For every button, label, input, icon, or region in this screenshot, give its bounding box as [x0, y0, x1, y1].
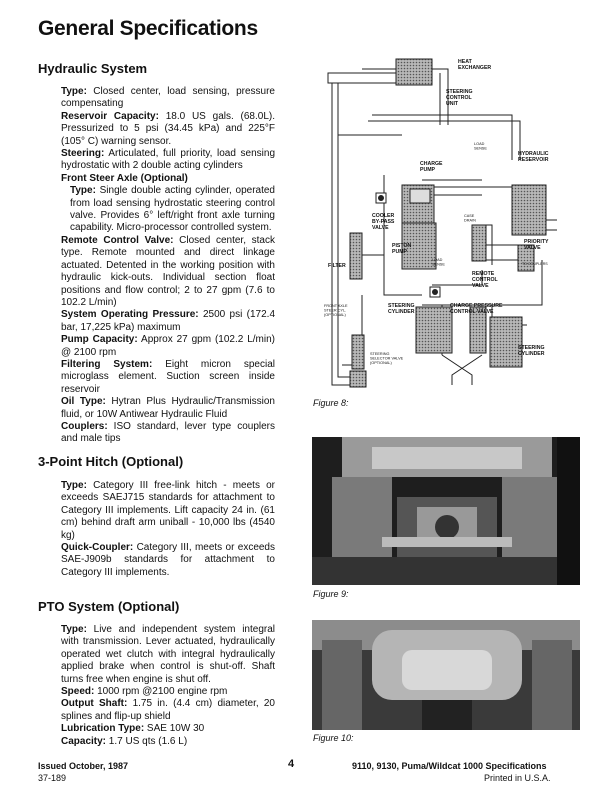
label-cooler: COOLER BY-PASS VALVE — [372, 213, 395, 231]
spec-label: Pump Capacity: — [61, 334, 138, 346]
spec-value: 18.0 US gals. (68.0L). Pressurized to 5 psi (34.45 kPa) and 225°F (105° C) warning sensor. — [61, 110, 275, 147]
label-steering-cylinder-1: STEERING CYLINDER — [388, 303, 415, 315]
hitch-spec-item — [61, 480, 275, 542]
spec-value: Category III free-link hitch - meets or exceeds SAEJ715 standards for attachment to Category III implements. Lift capacity 24 in. (61 cm) behind draft arm uniball - 10,000 lbs (4540 kg) — [61, 480, 275, 541]
pto-spec-list — [61, 624, 275, 748]
hydraulic-spec-item — [61, 185, 275, 235]
spec-label: Capacity: — [61, 735, 107, 747]
spec-label: Filtering System: — [61, 358, 153, 370]
pto-spec-item — [61, 624, 275, 686]
figure-10-caption: Figure 10: — [313, 733, 354, 743]
label-load-sense-1: LOAD SENSE — [474, 142, 487, 151]
hitch-heading: 3-Point Hitch (Optional) — [38, 454, 184, 469]
footer-issued: Issued October, 1987 — [38, 761, 129, 771]
figure-8-caption: Figure 8: — [313, 398, 349, 408]
hydraulic-spec-item — [61, 111, 275, 148]
hydraulic-spec-item — [61, 235, 275, 309]
spec-label: Quick-Coupler: — [61, 542, 134, 554]
spec-label: Speed: — [61, 686, 95, 698]
figure-10-photo — [312, 620, 580, 730]
spec-value: 2500 psi (172.4 bar, 17,225 kPa) maximum — [61, 309, 276, 333]
spec-value: Hytran Plus Hydraulic/Transmission fluid, or 10W Antiwear Hydraulic Fluid — [61, 396, 275, 420]
hydraulic-spec-item — [61, 334, 275, 359]
page-number: 4 — [288, 758, 295, 770]
spec-value: SAE 10W 30 — [144, 723, 205, 735]
pto-spec-item — [61, 736, 275, 748]
spec-value: Articulated, full priority, load sensing hydrostatic with 2 double acting cylinders — [61, 148, 275, 172]
spec-label: Steering: — [61, 148, 105, 160]
spec-label: Oil Type: — [61, 396, 106, 408]
hydraulic-spec-item — [61, 86, 275, 111]
label-remote-valve: REMOTE CONTROL VALVE — [472, 271, 498, 289]
label-priority-valve: PRIORITY VALVE — [524, 239, 549, 251]
label-steering-cylinder-2: STEERING CYLINDER — [518, 345, 545, 357]
hydraulic-spec-item — [61, 359, 275, 396]
footer-doc-title: 9110, 9130, Puma/Wildcat 1000 Specifications — [352, 761, 547, 771]
spec-label: Remote Control Valve: — [61, 234, 174, 246]
footer-code: 37-189 — [38, 773, 67, 783]
label-front-axle: FRONT AXLE STEER CYL. (OPTIONAL) — [324, 304, 348, 317]
spec-value: Single double acting cylinder, operated from load sensing hydrostatic steering control valve. Provides 6° left/right front axle turning capability. Micro-processor controlled system. — [70, 185, 275, 234]
label-charge-pump: CHARGE PUMP — [420, 161, 443, 173]
spec-label: Lubrication Type: — [61, 723, 145, 735]
spec-value: Approx 27 gpm (102.2 L/min) @ 2100 rpm — [61, 334, 275, 358]
label-heat-exchanger: HEAT EXCHANGER — [458, 59, 492, 71]
spec-label: Front Steer Axle (Optional) — [61, 172, 188, 184]
hitch-photo-drawing — [312, 437, 580, 585]
spec-value: Category III, meets or exceeds SAE-J909b standards for attachment to Category III implements. — [61, 542, 275, 578]
spec-label: Type: — [61, 86, 87, 97]
hydraulic-spec-item — [61, 309, 275, 334]
spec-value: 1.7 US qts (1.6 L) — [106, 735, 188, 747]
spec-label: System Operating Pressure: — [61, 309, 199, 321]
hydraulic-heading: Hydraulic System — [38, 61, 148, 76]
label-load-sense-2: LOAD SENSE — [432, 258, 445, 267]
spec-label: Couplers: — [61, 420, 108, 432]
spec-label: Output Shaft: — [61, 698, 128, 710]
label-steering-control: STEERING CONTROL UNIT — [446, 89, 473, 107]
pto-photo-drawing — [312, 620, 580, 730]
figure-9-photo — [312, 437, 580, 585]
spec-value: ISO standard, lever type couplers and male tips — [61, 420, 275, 445]
spec-label: Reservoir Capacity: — [61, 110, 159, 122]
spec-value: Closed center, stack type. Remote mounted and direct linkage actuated. Detented in the working position with hydraulic kick-outs. Individual section float positions and flow control; 2 to 27 gpm (7.6 to 102.2 L/min) — [61, 234, 275, 308]
spec-value: 1.75 in. (4.4 cm) diameter, 20 splines and flip-up shield — [61, 698, 275, 722]
spec-label: Type: — [70, 185, 96, 197]
hydraulic-spec-item — [61, 148, 275, 173]
page-title: General Specifications — [38, 17, 258, 40]
pto-spec-item — [61, 698, 275, 723]
figure-9-caption: Figure 9: — [313, 589, 349, 599]
hydraulic-spec-item — [61, 396, 275, 421]
label-selector-valve: STEERING SELECTOR VALVE (OPTIONAL) — [370, 352, 404, 365]
label-to-couplers: TO COUPLERS — [522, 262, 548, 266]
hydraulic-spec-item — [61, 421, 275, 446]
label-filter: FILTER — [328, 263, 346, 269]
spec-label: Type: — [61, 480, 87, 491]
hydraulic-spec-list — [61, 86, 275, 446]
spec-value: Closed center, load sensing, pressure compensating — [61, 86, 275, 110]
label-charge-pressure-valve: CHARGE PRESSURE CONTROL VALVE — [450, 303, 503, 315]
spec-value: Eight micron special microglass element. Suction screen inside reservoir — [61, 358, 275, 395]
footer-printed: Printed in U.S.A. — [484, 773, 551, 783]
pto-heading: PTO System (Optional) — [38, 599, 180, 614]
pto-spec-item — [61, 686, 275, 698]
spec-value: 1000 rpm @2100 engine rpm — [94, 686, 228, 698]
spec-value: Live and independent system integral with transmission. Lever actuated, hydraulically operated wet clutch with integral hydraulically applied brake when control is shut-off. Shaft turns free when engine is shut off. — [61, 624, 275, 685]
pto-spec-item — [61, 723, 275, 735]
hitch-spec-list — [61, 480, 275, 579]
spec-label: Type: — [61, 624, 87, 635]
hydraulic-schematic — [322, 55, 567, 395]
hitch-spec-item — [61, 542, 275, 579]
label-reservoir: HYDRAULIC RESERVOIR — [518, 151, 549, 163]
hydraulic-spec-item — [61, 173, 275, 185]
label-case-drain: CASE DRAIN — [464, 214, 476, 223]
label-piston-pump: PISTON PUMP — [392, 243, 412, 255]
